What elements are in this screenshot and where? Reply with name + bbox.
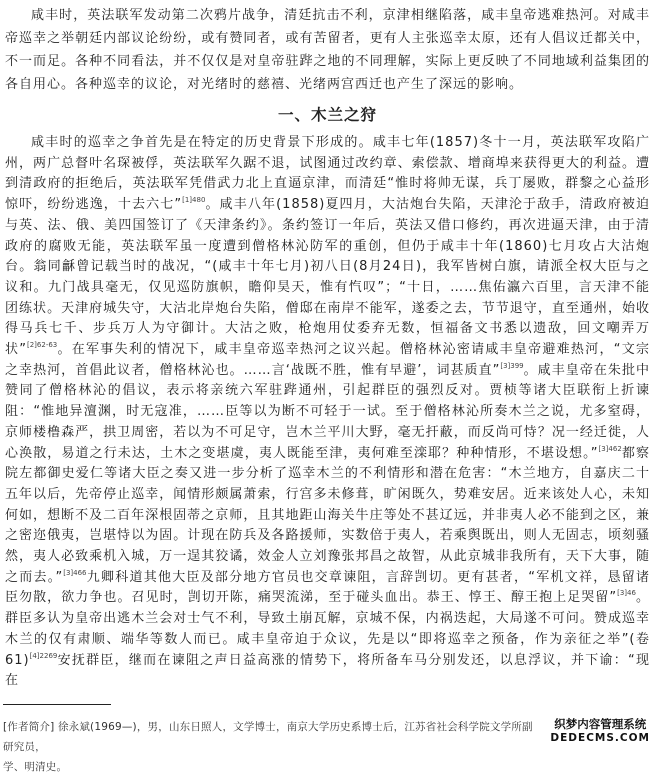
footnote-text-line2: 学、明清史。: [3, 760, 68, 773]
text-segment: 九卿科道其他大臣及部分地方官员也交章谏阻，言辞剀切。更有甚者，“军机文祥，恳留诸臣勿散，欲力争也。召见时，剀切开陈，痛哭流涕，至于碰头血出。恭王、惇王、醇王抱上足哭留”: [5, 569, 650, 606]
text-segment: 咸丰时的巡幸之争首先是在特定的历史背景下形成的。咸丰七年(1857)冬十一月，英法联军攻陷广州，两广总督叶名琛被俘，英法联军久踞不退，试图通过改约章、索偿款、增商埠来获得更大的利益。遭到清政府的拒绝后，英法联军凭借武力北上直逼京津，而清廷“惟时将帅无谋，兵丁屡败，群黎之心益形惊吓，纷纷逃逸，十去六七”: [5, 135, 650, 213]
citation-reference: [2]62-63: [27, 341, 58, 350]
author-footnote: [3, 717, 542, 777]
watermark-logo: [550, 717, 650, 745]
text-segment: 都察院左都御史爱仁等诸大臣之奏又进一步分析了巡幸木兰的不利情形和潜在危害：“木兰地方，自嘉庆二十五年以后，先帝停止巡幸，闻情形颇属萧索，行宫多未修葺，旷闲既久，势难安居。近来该处人心，未知何如，想断不及二百年深根固蒂之京师，且其地距山海关牛庄等处不甚辽远，并非夷人必不能到之区，兼之密迩俄夷，岂堪恃以为固。计现在防兵及各路援师，实数倍于夷人，若乘舆既出，则人无固志，顷刻骚然，夷人必致乘机入城，万一逞其狡谲，效金人立刘豫张邦昌之故智，从此京城非我所有，天下大事，随之而去。”: [5, 445, 650, 585]
text-segment: 安抚群臣，继而在谏阻之声日益高涨的情势下，将所备车马分别发还，以息浮议，并下谕：“现在: [5, 652, 650, 689]
text-segment: 。咸丰八年(1858)夏四月，大沽炮台失陷，天津沦于敌手，清政府被迫与英、法、俄、美四国签订了《天津条约》。条约签订一年后，英法又借口修约，再次进逼天津，由于清政府的腐败无能，英法联军虽一度遭到僧格林沁防军的重创，但仍于咸丰十年(1860)七月攻占大沽炮台。翁同龢曾记载当时的战况，“(咸丰十年七月)初八日(8月24日)，我军皆树白旗，请派全权大臣与之议和。九门战具毫无，仅见巡防旗帜，瞻仰昊天，惟有忾叹”；“十日，……焦佑瀛六百里，言天津不能团练状。天津府城失守，大沽北岸炮台失陷，僧邸在南岸不能军，遂委之去，节节退守，直至通州，始收得马兵七千、步兵万人为守御计。大沽之败，枪炮用仗委弃无数，恒福备文书悉以遗敌，回文嘲弄万状”: [5, 197, 650, 358]
text-segment: 。群臣多认为皇帝出逃木兰会对士气不利，导致土崩瓦解，京城不保，内祸迭起，大局遂不可问。赞成巡幸木兰的仅有肃顺、端华等数人而已。咸丰皇帝迫于众议，先是以“即将巡幸之预备，作为亲征之举”(卷61): [5, 590, 650, 668]
text-segment: 咸丰时，英法联军发动第二次鸦片战争，清廷抗击不利，京津相继陷落，咸丰皇帝逃难热河。对咸丰帝巡幸之举朝廷内部议论纷纷，或有赞同者，或有苦留者，更有人主张巡幸太原，还有人倡议迁都关中，不一而足。各种不同看法，并不仅仅是对皇帝驻跸之地的不同理解，实际上更反映了不同地域利益集团的各自用心。各种巡幸的议论，对光绪时的慈禧、光绪两宫西迁也产生了深远的影响。: [5, 8, 650, 92]
citation-reference: [3]462: [598, 444, 622, 453]
section-heading: 一、木兰之狩: [277, 106, 377, 124]
citation-reference: [1]480: [182, 196, 206, 205]
footnote-divider: [3, 704, 111, 705]
footnote-text: 徐永斌(1969—)，男，山东日照人，文学博士，南京大学历史系博士后，江苏省社会科学院文学所副研究员，: [3, 720, 533, 753]
footnote-label: [作者简介]: [3, 720, 55, 733]
citation-reference: [3]466: [63, 568, 87, 577]
intro-paragraph: [5, 4, 650, 96]
footer-area: [3, 717, 650, 777]
citation-reference: [3]46: [617, 589, 636, 598]
text-segment: 。在军事失利的情况下，咸丰皇帝巡幸热河之议兴起。僧格林沁密请咸丰皇帝避难热河，“文宗之幸热河，首倡此议者，僧格林沁也。……言‘战既不胜，惟有早避’，词甚质直”: [5, 342, 650, 378]
watermark-line2: DEDECMS.COM: [550, 731, 650, 744]
citation-reference: [4]2269: [29, 651, 58, 660]
text-segment: 。咸丰皇帝在朱批中赞同了僧格林沁的倡议，表示将亲统六军驻跸通州，引起群臣的强烈反对。贾桢等诸大臣联衔上折谏阻：“惟地异澶渊，时无寇准，……臣等以为断不可轻于一试。至于僧格林沁所奏木兰之说，尤多窒碍，京师楼橹森严，拱卫周密，若以为不可足守，岂木兰平川大野，毫无扞蔽，而反尚可恃？况一经迁徙，人心涣散，易道之行未达，土木之变堪虞，夷人既能至津，夷何难至滦耶？种种情形，不堪设想。”: [5, 362, 650, 461]
body-paragraph: [5, 133, 650, 692]
citation-reference: [3]399: [500, 361, 524, 370]
watermark-line1: 织梦内容管理系统: [554, 716, 647, 731]
